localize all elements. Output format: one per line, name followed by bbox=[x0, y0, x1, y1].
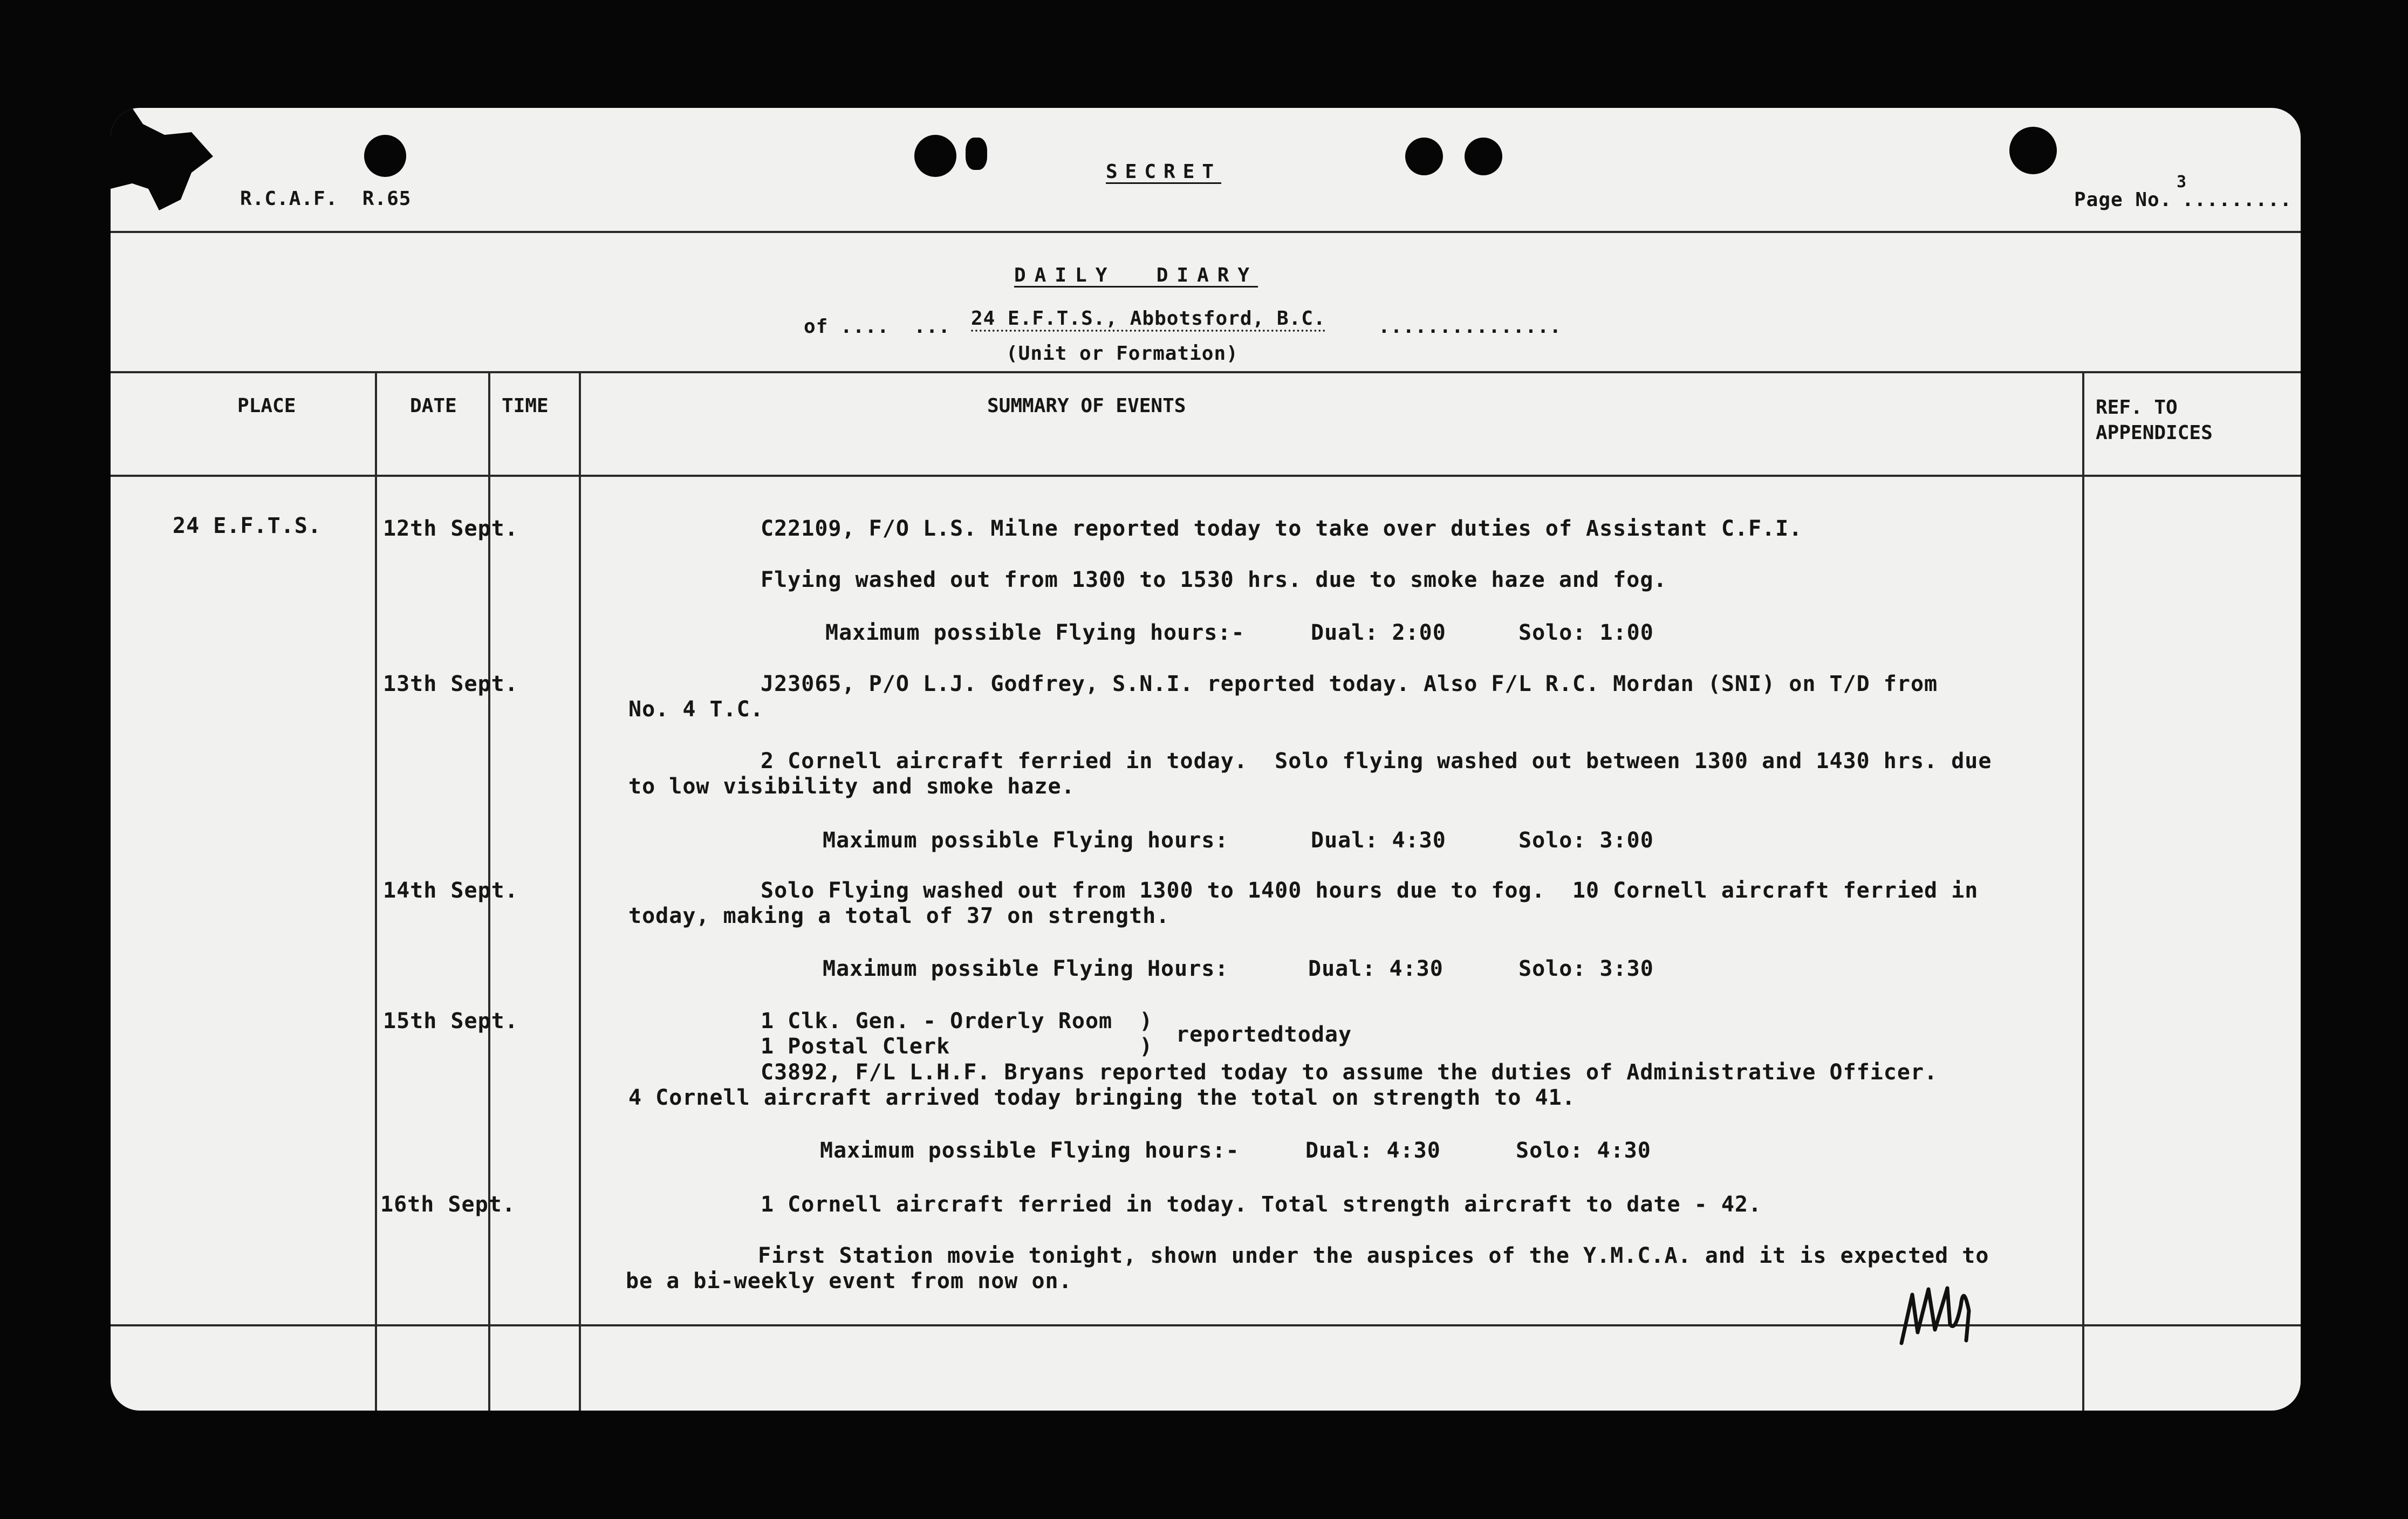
entry-date: 12th Sept. bbox=[383, 516, 518, 541]
page-title: DAILY DIARY bbox=[1014, 264, 1258, 286]
unit-name: 24 E.F.T.S., Abbotsford, B.C. bbox=[971, 307, 1326, 330]
entry-date: 13th Sept. bbox=[383, 672, 518, 696]
column-header-ref: REF. TO bbox=[2096, 396, 2178, 419]
flying-hours-solo: Solo: 1:00 bbox=[1518, 620, 1654, 645]
entry-text: C22109, F/O L.S. Milne reported today to take over duties of Assistant C.F.I. bbox=[761, 516, 1803, 541]
punch-hole bbox=[2009, 127, 2057, 174]
entry-text: First Station movie tonight, shown under the auspices of the Y.M.C.A. and it is expected to bbox=[758, 1243, 1989, 1268]
punch-hole bbox=[364, 135, 406, 177]
punch-hole bbox=[1465, 138, 1502, 175]
entry-text: 1 Cornell aircraft ferried in today. Total strength aircraft to date - 42. bbox=[761, 1192, 1762, 1217]
flying-hours-solo: Solo: 3:00 bbox=[1518, 828, 1654, 853]
unit-of-label: of .... ... bbox=[804, 316, 951, 338]
entry-date: 16th Sept. bbox=[380, 1192, 516, 1217]
entry-text: be a bi-weekly event from now on. bbox=[626, 1269, 1072, 1294]
entry-date: 14th Sept. bbox=[383, 878, 518, 903]
punch-hole bbox=[966, 138, 987, 170]
entry-bracket-note: reportedtoday bbox=[1176, 1022, 1352, 1047]
column-header-rule bbox=[111, 475, 2301, 477]
entry-text: 4 Cornell aircraft arrived today bringing the total on strength to 41. bbox=[628, 1085, 1576, 1110]
entry-text: Flying washed out from 1300 to 1530 hrs. due to smoke haze and fog. bbox=[761, 567, 1667, 592]
flying-hours-dual: Dual: 4:30 bbox=[1305, 1138, 1441, 1163]
punch-hole bbox=[1405, 138, 1443, 175]
column-header-time: TIME bbox=[502, 395, 549, 417]
page-label: Page No. bbox=[2074, 189, 2172, 211]
unit-dots: ............... bbox=[1378, 316, 1562, 338]
column-divider bbox=[2082, 371, 2084, 1411]
entry-text: No. 4 T.C. bbox=[628, 697, 764, 722]
flying-hours-solo: Solo: 3:30 bbox=[1518, 956, 1654, 981]
signature-initials bbox=[1896, 1273, 2004, 1354]
table-top-rule bbox=[111, 371, 2301, 373]
torn-corner bbox=[111, 108, 218, 216]
column-divider bbox=[579, 371, 581, 1411]
diary-page bbox=[111, 108, 2301, 1411]
entry-text: 1 Postal Clerk ) bbox=[761, 1034, 1153, 1059]
flying-hours-solo: Solo: 4:30 bbox=[1516, 1138, 1651, 1163]
column-header-summary: SUMMARY OF EVENTS bbox=[987, 395, 1186, 417]
column-header-place: PLACE bbox=[237, 395, 296, 417]
header-rule bbox=[111, 231, 2301, 233]
punch-hole bbox=[914, 135, 956, 177]
page-number-dots: ......... bbox=[2182, 189, 2293, 211]
flying-hours-dual: Dual: 4:30 bbox=[1308, 956, 1444, 981]
flying-hours-label: Maximum possible Flying Hours: bbox=[823, 956, 1229, 981]
unit-caption: (Unit or Formation) bbox=[1006, 343, 1239, 365]
flying-hours-dual: Dual: 4:30 bbox=[1311, 828, 1446, 853]
column-divider bbox=[375, 371, 377, 1411]
flying-hours-label: Maximum possible Flying hours: bbox=[823, 828, 1229, 853]
form-id: R.C.A.F. R.65 bbox=[240, 188, 412, 210]
entry-date: 15th Sept. bbox=[383, 1009, 518, 1034]
entry-text: C3892, F/L L.H.F. Bryans reported today to assume the duties of Administrative Officer. bbox=[761, 1060, 1938, 1085]
entry-text: 1 Clk. Gen. - Orderly Room ) bbox=[761, 1009, 1153, 1034]
page-number: 3 bbox=[2177, 173, 2187, 191]
column-header-date: DATE bbox=[410, 395, 457, 417]
classification-stamp: SECRET bbox=[1106, 161, 1222, 183]
entry-text: today, making a total of 37 on strength. bbox=[628, 904, 1170, 928]
column-header-appendices: APPENDICES bbox=[2096, 422, 2213, 444]
flying-hours-label: Maximum possible Flying hours:- bbox=[825, 620, 1245, 645]
entry-text: 2 Cornell aircraft ferried in today. Solo flying washed out between 1300 and 1430 hrs. due bbox=[761, 749, 1992, 774]
entry-text: to low visibility and smoke haze. bbox=[628, 774, 1075, 799]
flying-hours-label: Maximum possible Flying hours:- bbox=[820, 1138, 1240, 1163]
entry-text: Solo Flying washed out from 1300 to 1400 hours due to fog. 10 Cornell aircraft ferried in bbox=[761, 878, 1979, 903]
entry-text: J23065, P/O L.J. Godfrey, S.N.I. reported today. Also F/L R.C. Mordan (SNI) on T/D from bbox=[761, 672, 1938, 696]
flying-hours-dual: Dual: 2:00 bbox=[1311, 620, 1446, 645]
entry-place: 24 E.F.T.S. bbox=[173, 514, 321, 538]
